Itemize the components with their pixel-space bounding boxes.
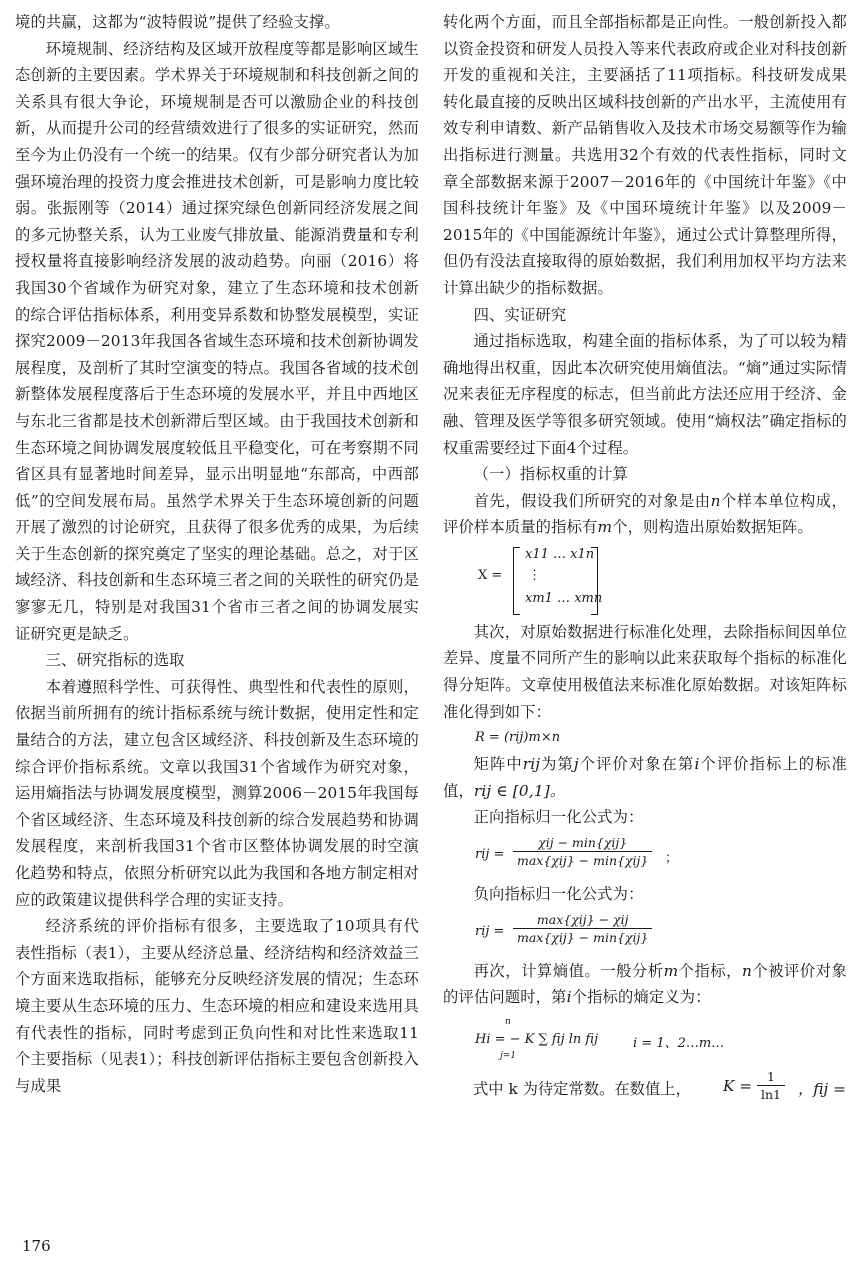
positive-normalization-formula xyxy=(443,831,847,881)
fraction xyxy=(513,835,652,868)
formula-lhs: K = xyxy=(723,1076,753,1095)
text-run: 个，则构造出原始数据矩阵。 xyxy=(612,518,813,537)
paragraph: 本着遵照科学性、可获得性、典型性和代表性的原则，依据当前所拥有的统计指标系统与统计数据，使用定性和定量结合的方法，建立包含区域经济、科技创新及生态环境的综合评价指标系统。文章以我国31个省域作为研究对象，运用熵指法与协调发展度模型，测算2006－2015年我国每个省区域经济、生态环境及科技创新的综合发展趋势和协调发展程度，来剖析我国31个省市区整体协调发展的时空演化趋势和特点，依照分析研究以此为我国和各地方制定相对应的政策建议提供科学合理的实证支持。 xyxy=(15,677,419,909)
entropy-formula xyxy=(443,1011,847,1069)
left-column xyxy=(15,9,419,1099)
k-definition xyxy=(443,1069,847,1109)
fraction-denominator: max{χij} − min{χij} xyxy=(517,853,649,869)
math-var: i xyxy=(566,988,572,1007)
formula-index: i = 1、2…m… xyxy=(633,1035,725,1051)
paragraph xyxy=(443,958,847,1011)
paragraph: 环境规制、经济结构及区域开放程度等都是影响区域生态创新的主要因素。学术界关于环境规制和科技创新之间的关系具有很大争论，环境规制是否可以激励企业的科技创新，从而提升公司的经营绩效进行了很多的实证研究，然而至今为止仍没有一个统一的结果。仅有少部分研究者认为加强环境治理的投资力度会推进技术创新，可是影响力度比较弱。张振刚等（2014）通过探究绿色创新同经济发展之间的多元协整关系，认为工业废气排放量、能源消费量和专利授权量将直接影响经济发展的波动趋势。向丽（2016）将我国30个省域作为研究对象，建立了生态环境和技术创新的综合评估指标体系，利用变异系数和协整发展模型，实证探究2009－2013年我国各省域生态环境和技术创新协调发展程度，及剖析了其时空演变的特点。我国各省域的技术创新整体发展程度落后于生态环境的发展水平，并且中西地区与东北三省都是技术创新滞后型区域。由于我国技术创新和生态环境之间协调发展度较低且平稳变化，可在考察期不同省区具有显著地时间差异，显示出明显地“东部高，中西部低”的空间发展布局。虽然学术界关于生态环境创新的问题开展了激烈的讨论研究，且获得了很多优秀的成果，为后续关于生态创新的探究奠定了坚实的理论基础。总之，对于区域经济、科技创新和生态环境三者之间的关联性的研究仍是寥寥无几，特别是对我国31个省市三者之间的协调发展实证研究更是缺乏。 xyxy=(15,39,419,643)
fraction-numerator: χij − min{χij} xyxy=(513,835,652,852)
text-run: 个指标的熵定义为： xyxy=(571,988,711,1007)
text-run: 式中 k 为待定常数。在数值上， xyxy=(473,1079,691,1098)
text-run: 个评价指标上的标准值， xyxy=(443,755,847,800)
text-run: 个被评价对象的评估问题时，第 xyxy=(443,961,847,1007)
paragraph xyxy=(443,751,847,804)
matrix-row-1: x11 … x1n xyxy=(525,546,595,562)
matrix-left-bracket xyxy=(513,547,520,615)
math-var: m xyxy=(597,518,613,537)
math-var: m xyxy=(663,961,679,980)
formula-tail: ； xyxy=(665,851,679,867)
fraction-numerator: max{χij} − χij xyxy=(513,912,652,929)
paragraph xyxy=(443,488,847,541)
fraction xyxy=(757,1069,785,1102)
formula-tail: ，fij = xyxy=(798,1079,846,1098)
section-heading: 四、实证研究 xyxy=(473,305,567,324)
text-run: 个指标， xyxy=(678,961,742,980)
math-var: rij xyxy=(522,755,541,774)
math-range: rij ∈ [0,1]。 xyxy=(473,781,566,800)
r-definition xyxy=(443,725,847,751)
fraction-denominator: max{χij} − min{χij} xyxy=(517,929,649,945)
formula-lhs: rij = xyxy=(475,847,505,863)
section-heading: 三、研究指标的选取 xyxy=(45,651,185,670)
fraction-denominator: ln1 xyxy=(761,1086,782,1102)
matrix-row-3: xm1 … xmn xyxy=(525,590,603,606)
matrix-row-2: ⋮ xyxy=(528,567,541,583)
paragraph: 境的共赢，这都为“波特假说”提供了经验支撑。 xyxy=(15,13,340,31)
negative-normalization-formula xyxy=(443,908,847,958)
paragraph: 通过指标选取，构建全面的指标体系，为了可以较为精确地得出权重，因此本次研究使用熵值法。“熵”通过实际情况来表征无序程度的标志，但当前此方法还应用于经济、金融、管理及医学等很多研究领域。使用“熵权法”确定指标的权重需要经过下面4个过程。 xyxy=(443,332,847,457)
math-var: n xyxy=(741,961,752,980)
right-column xyxy=(443,9,847,1109)
text-run: 首先，假设我们所研究的对象是由 xyxy=(473,491,711,510)
matrix-formula xyxy=(443,541,847,619)
paragraph: 转化两个方面，而且全部指标都是正向性。一般创新投入都以资金投资和研发人员投入等来代表政府或企业对科技创新开发的重视和关注，主要涵括了11项指标。科技研发成果转化最直接的反映出区域科技创新的产出水平，主流使用有效专利申请数、新产品销售收入及技术市场交易额等作为输出指标进行测量。共选用32个有效的代表性指标，同时文章全部数据来源于2007－2016年的《中国统计年鉴》《中国科技统计年鉴》及《中国环境统计年鉴》以及2009－2015年的《中国能源统计年鉴》，通过公式计算整理所得，但仍有没法直接取得的原始数据，我们利用加权平均方法来计算出缺少的指标数据。 xyxy=(443,13,847,297)
page-number: 176 xyxy=(22,1237,51,1255)
formula-text: R = (rij)m×n xyxy=(475,730,561,746)
paragraph: 经济系统的评价指标有很多，主要选取了10项具有代表性指标（表1），主要从经济总量、经济结构和经济效益三个方面来选取指标，能够充分反映经济发展的情况；生态环境主要从生态环境的压力、生态环境的相应和建设来选用具有代表性的指标，同时考虑到正负向性和对比性来选取11个主要指标（见表1）；科技创新评估指标主要包含创新投入与成果 xyxy=(15,917,419,1095)
math-var: i xyxy=(694,755,700,774)
sum-lower: j=1 xyxy=(500,1050,517,1061)
fraction xyxy=(513,912,652,945)
formula-lhs: rij = xyxy=(475,923,505,939)
text-run: 为第 xyxy=(540,755,574,774)
fraction-numerator: 1 xyxy=(757,1069,785,1086)
formula-label: 负向指标归一化公式为： xyxy=(473,885,644,904)
matrix-right-bracket xyxy=(591,547,598,615)
formula-label: 正向指标归一化公式为： xyxy=(473,808,644,827)
text-run: 矩阵中 xyxy=(473,755,523,774)
subsection-heading: （一）指标权重的计算 xyxy=(473,465,629,484)
sum-upper: n xyxy=(505,1016,511,1027)
text-run: 再次，计算熵值。一般分析 xyxy=(473,961,664,980)
text-run: 个样本单位构成，评价样本质量的指标有 xyxy=(443,491,847,537)
formula-text: Hi = − K ∑ fij ln fij xyxy=(475,1031,599,1047)
math-var: n xyxy=(710,491,721,510)
paragraph: 其次，对原始数据进行标准化处理，去除指标间因单位差异、度量不同所产生的影响以此来获取每个指标的标准化得分矩阵。文章使用极值法来标准化原始数据。对该矩阵标准化得到如下： xyxy=(443,622,847,721)
text-run: 个评价对象在第 xyxy=(578,755,695,774)
matrix-lhs: X = xyxy=(478,567,503,583)
math-var: j xyxy=(573,755,579,774)
